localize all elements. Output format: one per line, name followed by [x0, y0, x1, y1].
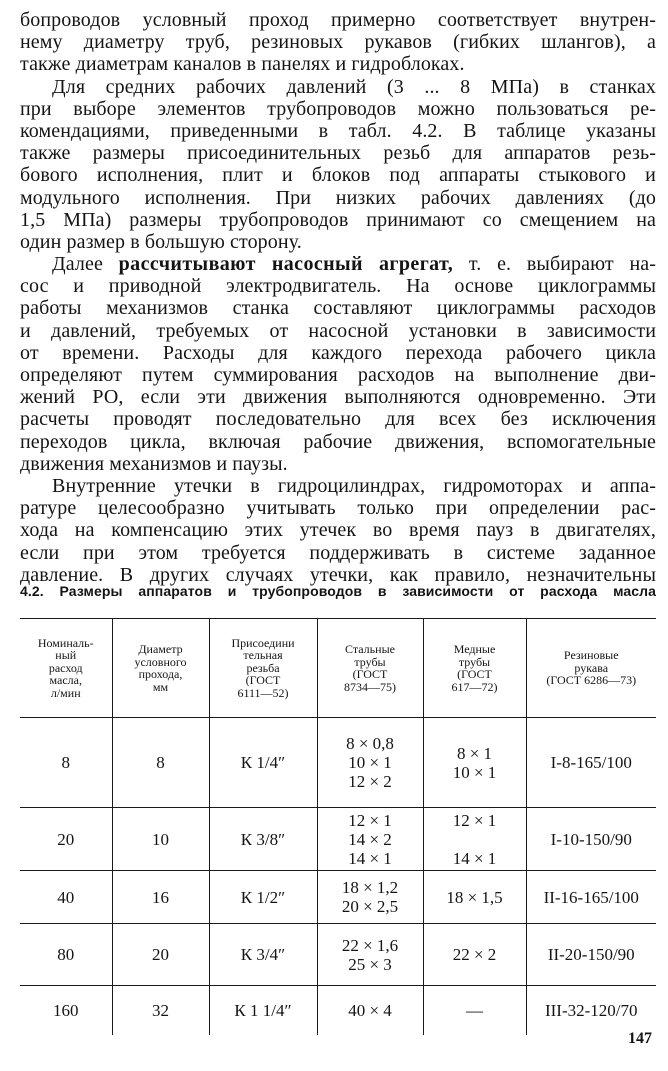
table-row [20, 986, 656, 1036]
text-line [20, 253, 656, 275]
header-line: масла, [49, 673, 82, 688]
column-header [20, 619, 112, 718]
cell-value: 8 × 1 [456, 743, 493, 763]
table-cell [209, 986, 317, 1036]
header-line: (ГОСТ 6286—73) [546, 673, 637, 688]
cell-value: II-20-150/90 [547, 945, 635, 964]
table-caption: 4.2. Размеры аппаратов и трубопроводов в зависимости от расхода масла [20, 583, 656, 599]
text-line: комендациями, приведенными в табл. 4.2. В таблице указаны [20, 119, 656, 142]
column-header [317, 619, 423, 718]
text-line: переходов цикла, включая рабочие движения, вспомогательные [20, 430, 656, 453]
header-line: (ГОСТ [352, 667, 388, 681]
cell-value: 14 × 1 [348, 848, 392, 868]
text-line: бового исполнения, плит и блоков под аппараты стыкового и [20, 164, 656, 187]
column-header [526, 619, 656, 718]
table-cell [423, 808, 526, 871]
text-line: движения механизмов и паузы. [20, 452, 288, 475]
cell-value: 8 × 0,8 [346, 734, 394, 753]
table-cell [526, 718, 656, 808]
cell-value: 14 × 2 [348, 829, 392, 849]
table-cell [423, 718, 526, 808]
text-line: от времени. Расходы для каждого перехода рабочего цикла [20, 341, 656, 364]
table-cell [526, 986, 656, 1036]
text-line: сос и приводной электродвигатель. На основе циклограммы [20, 275, 656, 298]
bold-term: рассчитывают насосный агрегат, [118, 253, 454, 276]
column-header [209, 619, 317, 718]
cell-value: 40 [57, 887, 75, 907]
cell-value: 22 × 1,6 [341, 935, 399, 955]
table-cell [112, 718, 209, 808]
cell-value: 10 [152, 829, 169, 849]
text-line: нему диаметру труб, резиновых рукавов (гибких шлангов), а [20, 31, 656, 54]
header-line: ный [55, 648, 77, 663]
text-line: определяют путем суммирования расходов на выполнение дви- [20, 364, 656, 386]
table-cell [526, 924, 656, 986]
header-line: резьба [246, 660, 280, 675]
header-line: Присоедини [231, 635, 295, 650]
cell-value: 18 × 1,2 [341, 878, 399, 897]
header-line: Стальные [345, 642, 395, 656]
cell-value: К 1/4″ [240, 753, 286, 772]
text-run: т. е. выбирают на- [453, 253, 656, 276]
header-line: Номиналь- [37, 635, 94, 650]
text-line: при выборе элементов трубопроводов можно пользоваться ре- [20, 97, 656, 120]
cell-value: 10 × 1 [452, 762, 497, 782]
table-cell [317, 986, 423, 1036]
header-line: (ГОСТ [245, 673, 281, 688]
table-cell [20, 924, 112, 986]
table-cell [423, 924, 526, 986]
text-line: расчеты проводят последовательно для всех без исключения [20, 408, 656, 431]
cell-value: 160 [53, 1001, 79, 1020]
table-cell [20, 871, 112, 924]
header-line: рукава [574, 660, 609, 675]
table-cell [317, 924, 423, 986]
header-line: Диаметр [138, 642, 183, 656]
table-cell [317, 808, 423, 871]
cell-value: 20 [57, 829, 75, 849]
table-cell [526, 808, 656, 871]
cell-value: 25 × 3 [348, 954, 392, 974]
text-line: Внутренние утечки в гидроцилиндрах, гидромоторах и аппа- [52, 474, 656, 497]
header-line: тельная [243, 648, 283, 663]
cell-value: К 1/2″ [240, 887, 286, 907]
column-header [112, 619, 209, 718]
table-row [20, 871, 656, 924]
cell-value: 40 × 4 [348, 1001, 392, 1020]
text-line: модульного исполнения. При низких рабочих давлениях (до [20, 186, 656, 209]
table-cell [112, 871, 209, 924]
column-header [423, 619, 526, 718]
header-line: прохода, [138, 667, 183, 681]
text-line: жений РО, если эти движения выполняются одновременно. Эти [20, 386, 656, 409]
table-cell [20, 718, 112, 808]
cell-value: 8 [156, 753, 165, 772]
text-line: работы механизмов станка составляют циклограммы расходов [20, 297, 656, 320]
text-line: давление. В других случаях утечки, как правило, незначительны [20, 563, 656, 586]
header-line: 8734—75) [344, 679, 396, 694]
text-line: если при этом требуется поддерживать в системе заданное [20, 541, 656, 564]
header-line: условного [134, 654, 187, 669]
header-line: мм [152, 679, 169, 694]
cell-value: 10 × 1 [348, 753, 392, 772]
table-cell [112, 924, 209, 986]
table-cell [209, 924, 317, 986]
table-cell [209, 808, 317, 871]
cell-value: 12 × 1 [452, 810, 497, 830]
text-line: также размеры присоединительных резьб для аппаратов резь- [20, 142, 656, 165]
table-cell [209, 871, 317, 924]
body-text [20, 9, 656, 586]
table-row [20, 718, 656, 808]
table-cell [20, 808, 112, 871]
table-row [20, 924, 656, 986]
table-cell [209, 718, 317, 808]
table-cell [423, 871, 526, 924]
cell-value: 22 × 2 [452, 945, 497, 964]
cell-value: 12 × 1 [348, 810, 392, 830]
text-line: Для средних рабочих давлений (3 ... 8 МПа) в станках [52, 75, 656, 98]
cell-value: К 3/4″ [240, 945, 286, 964]
text-line: также диаметрам каналов в панелях и гидроблоках. [20, 53, 465, 76]
dimensions-table [20, 618, 656, 1035]
cell-value: 16 [152, 887, 169, 907]
cell-value: 20 [152, 945, 169, 964]
table-cell [317, 871, 423, 924]
cell-value: 80 [57, 945, 75, 964]
cell-value: III-32-120/70 [544, 1001, 638, 1020]
header-line: (ГОСТ [457, 667, 492, 681]
text-run: Далее [52, 253, 119, 276]
table-cell [112, 808, 209, 871]
table-cell [20, 986, 112, 1036]
text-line: 1,5 МПа) размеры трубопроводов принимают со смещением на [20, 208, 656, 231]
header-line: 6111—52) [237, 685, 289, 700]
header-line: Резиновые [563, 648, 619, 663]
cell-value: I-8-165/100 [550, 753, 632, 772]
cell-value [424, 830, 526, 849]
table-cell [526, 871, 656, 924]
text-line: один размер в большую сторону. [20, 230, 302, 253]
table-cell [317, 718, 423, 808]
cell-value: 8 [61, 753, 70, 772]
header-line: расход [48, 660, 83, 675]
header-line: трубы [458, 654, 491, 669]
text-line: и давлений, требуемых от насосной установки в зависимости [20, 319, 656, 342]
cell-value: 20 × 2,5 [341, 897, 399, 916]
cell-value: К 3/8″ [240, 829, 286, 849]
text-line: хода на компенсацию этих утечек во время пауз в двигателях, [20, 519, 656, 542]
cell-value: II-16-165/100 [543, 887, 639, 907]
cell-value: 14 × 1 [452, 848, 497, 868]
cell-value: 18 × 1,5 [446, 887, 503, 907]
cell-value: К 1 1/4″ [234, 1001, 292, 1020]
header-line: 617—72) [451, 679, 498, 694]
table-cell [112, 986, 209, 1036]
table-cell [423, 986, 526, 1036]
page-number: 147 [628, 1030, 652, 1047]
text-line: бопроводов условный проход примерно соответствует внутрен- [20, 9, 656, 31]
text-line: ратуре целесообразно учитывать только при определении рас- [20, 497, 656, 520]
table-row [20, 808, 656, 871]
cell-value: — [466, 1001, 483, 1020]
header-line: трубы [354, 654, 386, 669]
cell-value: 32 [152, 1001, 169, 1020]
cell-value: I-10-150/90 [550, 829, 632, 849]
table-header-row [20, 619, 656, 718]
header-line: л/мин [50, 685, 81, 700]
header-line: Медные [453, 642, 496, 656]
cell-value: 12 × 2 [348, 772, 392, 791]
